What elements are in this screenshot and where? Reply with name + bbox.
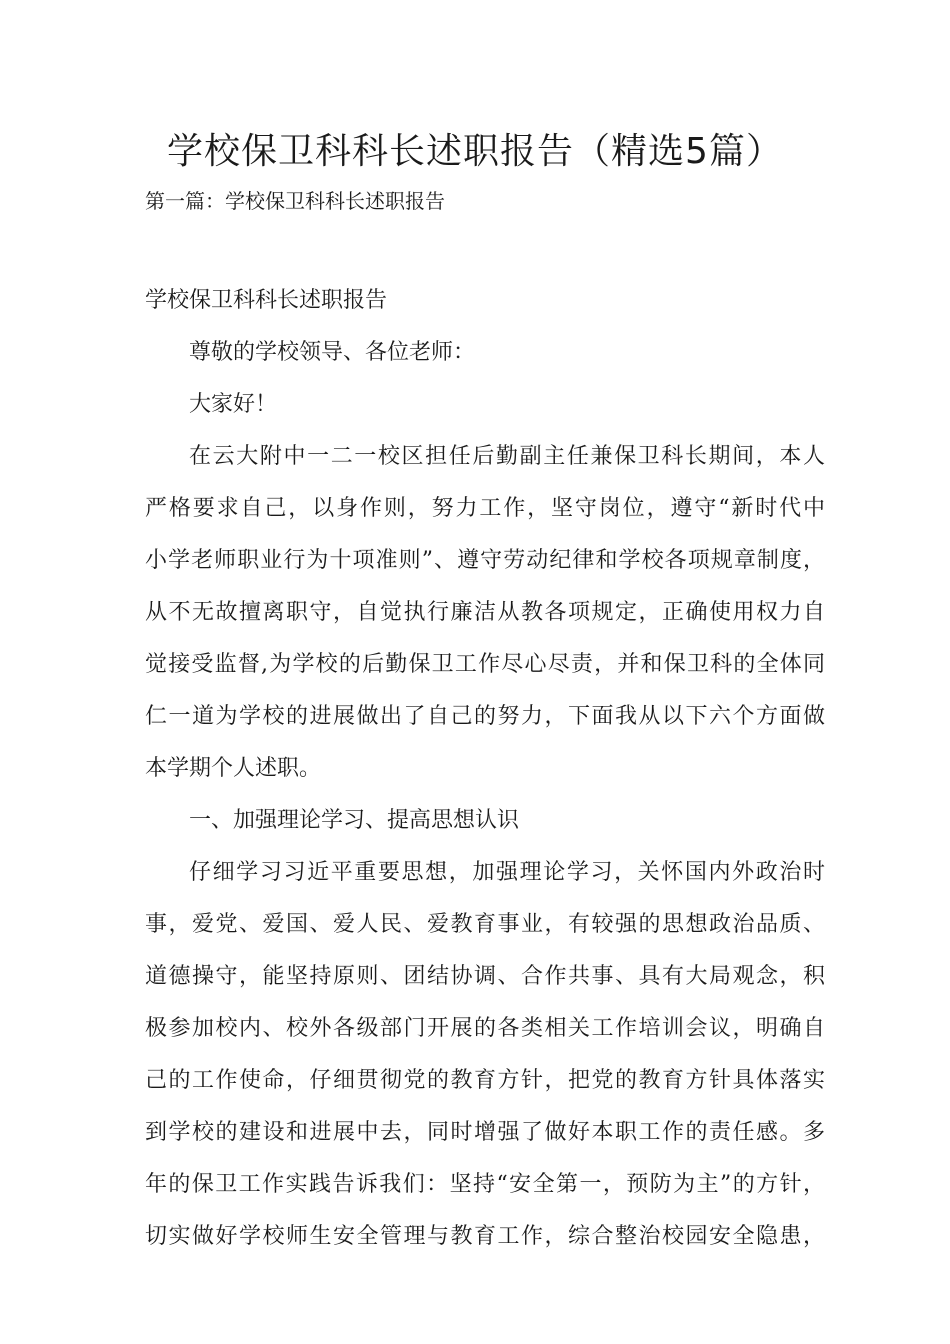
document-title: 学校保卫科科长述职报告（精选5篇） (167, 131, 783, 172)
body-line: 本学期个人述职。 (145, 756, 322, 781)
body-line: 仁一道为学校的进展做出了自己的努力，下面我从以下六个方面做 (145, 704, 825, 729)
body-line: 事，爱党、爱国、爱人民、爱教育事业，有较强的思想政治品质、 (145, 912, 825, 937)
body-line: 一、加强理论学习、提高思想认识 (189, 808, 520, 833)
body-line: 切实做好学校师生安全管理与教育工作，综合整治校园安全隐患， (145, 1224, 825, 1249)
body-line: 极参加校内、校外各级部门开展的各类相关工作培训会议，明确自 (145, 1016, 825, 1041)
body-line: 到学校的建设和进展中去，同时增强了做好本职工作的责任感。多 (145, 1120, 825, 1145)
body-line: 小学老师职业行为十项准则”、遵守劳动纪律和学校各项规章制度， (145, 548, 825, 573)
body-line: 在云大附中一二一校区担任后勤副主任兼保卫科长期间，本人 (189, 444, 825, 469)
document-subtitle: 第一篇：学校保卫科科长述职报告 (145, 189, 445, 213)
body-line: 学校保卫科科长述职报告 (145, 288, 388, 313)
body-line: 道德操守，能坚持原则、团结协调、合作共事、具有大局观念，积 (145, 964, 825, 989)
body-line: 严格要求自己，以身作则，努力工作，坚守岗位，遵守“新时代中 (145, 496, 825, 521)
body-line: 己的工作使命，仔细贯彻党的教育方针，把党的教育方针具体落实 (145, 1068, 825, 1093)
body-line: 年的保卫工作实践告诉我们：坚持“安全第一，预防为主”的方针， (145, 1172, 825, 1197)
body-line: 觉接受监督,为学校的后勤保卫工作尽心尽责，并和保卫科的全体同 (145, 652, 825, 677)
body-line: 尊敬的学校领导、各位老师： (189, 340, 476, 365)
body-line: 仔细学习习近平重要思想，加强理论学习，关怀国内外政治时 (189, 860, 825, 885)
document-body (145, 286, 825, 1274)
body-line: 从不无故擅离职守，自觉执行廉洁从教各项规定，正确使用权力自 (145, 600, 825, 625)
body-line: 大家好！ (189, 392, 278, 417)
